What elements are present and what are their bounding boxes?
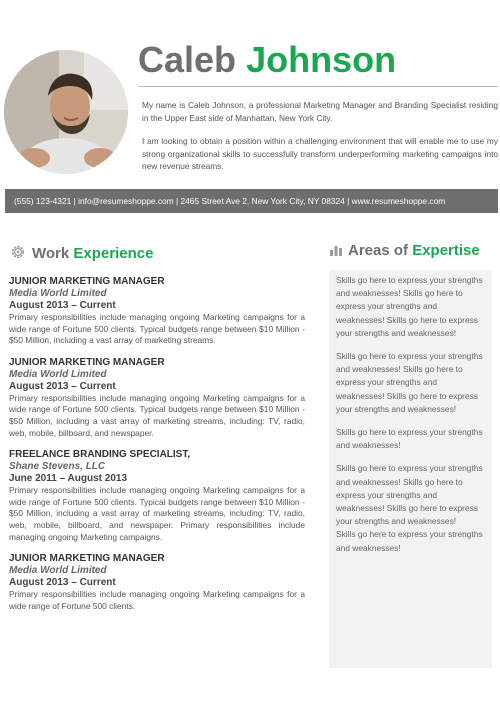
intro-paragraph: I am looking to obtain a position within a challenging environment that will enable me to use my strong organizational skills to successfully transform underperforming marketing campaigns into new revenue streams.: [142, 136, 498, 172]
job-entry: [9, 449, 305, 543]
last-name: Johnson: [246, 39, 397, 80]
skill-paragraph: Skills go here to express your strengths and weaknesses!: [336, 529, 483, 553]
job-dates: August 2013 – Current: [9, 380, 116, 392]
skill-paragraph: Skills go here to express your strengths and weaknesses! Skills go here to express your strengths and weaknesses! Skills go here to express your strengths and weaknesses!: [336, 351, 483, 414]
job-company: Shane Stevens, LLC: [9, 461, 106, 473]
job-description: Primary responsibilities include managing ongoing Marketing campaigns for a wide range of Fortune 500 clients. Typical budgets range between $10 Million - $50 Million, including a vast array of marketing streams, including: TV, radio, web, mobile, billboard, and newspaper. Primary responsibilities include managing ongoing Marketing campaigns.: [9, 485, 305, 542]
work-heading-word: Work: [32, 245, 70, 262]
job-dates: August 2013 – Current: [9, 577, 116, 589]
first-name: Caleb: [138, 39, 237, 80]
skill-paragraph: Skills go here to express your strengths and weaknesses! Skills go here to express your strengths and weaknesses! Skills go here to express your strengths and weaknesses!: [336, 275, 483, 338]
profile-photo: [4, 50, 128, 174]
work-heading-accent: Experience: [73, 245, 154, 262]
work-experience-heading: [10, 244, 153, 261]
intro-summary: [142, 99, 498, 184]
areas-of-expertise-heading: [330, 243, 480, 258]
job-entry: [9, 357, 305, 439]
name-divider: [138, 86, 498, 87]
bar-chart-icon: [330, 244, 344, 256]
job-title: FREELANCE BRANDING SPECIALIST,: [9, 449, 191, 461]
areas-heading-accent: Expertise: [412, 242, 480, 259]
intro-paragraph: My name is Caleb Johnson, a professional Marketing Manager and Branding Specialist residing in the Upper East side of Manhattan, New York City.: [142, 100, 498, 123]
job-company: Media World Limited: [9, 368, 107, 380]
job-title: JUNIOR MARKETING MANAGER: [9, 356, 165, 368]
areas-of-expertise-panel: [329, 270, 492, 668]
areas-heading-words: Areas of: [348, 242, 409, 259]
job-title: JUNIOR MARKETING MANAGER: [9, 276, 165, 287]
job-title: JUNIOR MARKETING MANAGER: [9, 553, 165, 565]
gear-icon: [10, 244, 26, 260]
contact-details: (555) 123-4321 | info@resumeshoppe.com | 2465 Street Ave 2, New York City, NY 08324 | www.resumeshoppe.com: [14, 196, 446, 206]
job-description: Primary responsibilities include managing ongoing Marketing campaigns for a wide range of Fortune 500 clients. Typical budgets range between $10 Million - $50 Million, including a vast array of marketing streams.: [9, 312, 305, 346]
job-company: Media World Limited: [9, 565, 107, 577]
job-description: Primary responsibilities include managing ongoing Marketing campaigns for a wide range of Fortune 500 clients. Typical budgets range between $10 Million - $50 Million, including a vast array of marketing streams, including: TV, radio, web, mobile, billboard, and newspaper.: [9, 392, 305, 438]
contact-bar: [5, 189, 498, 213]
skill-paragraph: Skills go here to express your strengths and weaknesses! Skills go here to express your strengths and weaknesses! Skills go here to express your strengths and weaknesses!: [336, 463, 483, 527]
job-dates: June 2011 – August 2013: [9, 473, 128, 485]
job-dates: August 2013 – Current: [9, 300, 116, 311]
job-description: Primary responsibilities include managing ongoing Marketing campaigns for a wide range of Fortune 500 clients.: [9, 589, 305, 611]
job-entry: [9, 276, 305, 347]
job-entry: [9, 553, 305, 612]
candidate-name: [138, 39, 397, 80]
skill-paragraph: Skills go here to express your strengths and weaknesses!: [336, 427, 483, 451]
job-company: Media World Limited: [9, 288, 107, 299]
work-experience-list: [9, 276, 305, 622]
